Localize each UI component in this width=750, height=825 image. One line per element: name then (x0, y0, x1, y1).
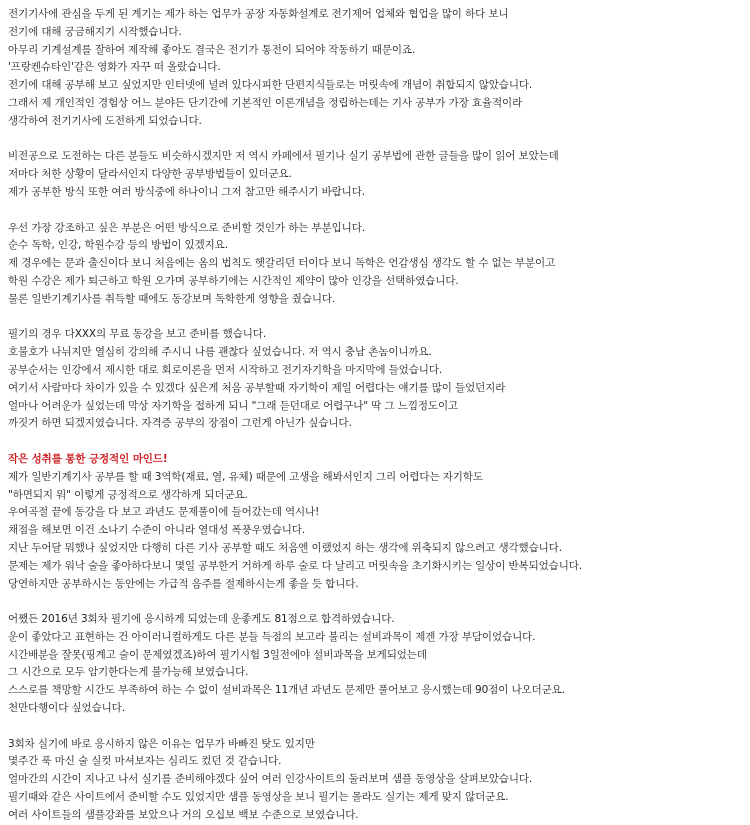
paragraph (8, 736, 744, 825)
text-line: 얼마간의 시간이 지나고 나서 실기를 준비해야겠다 싶어 여러 인강사이트의 둘러보며 샘플 동영상을 살펴보았습니다. (8, 773, 533, 786)
text-line: "하면되지 뭐" 이렇게 긍정적으로 생각하게 되더군요. (8, 488, 248, 501)
text-line: 제 경우에는 문과 출신이다 보니 처음에는 옴의 법칙도 헷갈리던 터이다 보니 독학은 언감생심 생각도 할 수 없는 부분이고 (8, 257, 556, 270)
text-line: 여기서 사람마다 차이가 있을 수 있겠다 싶은게 처음 공부할때 자기학이 제일 어렵다는 얘기를 많이 들었던지라 (8, 381, 506, 394)
text-line: 천만다행이다 싶었습니다. (8, 702, 125, 715)
text-line: 학원 수강은 제가 퇴근하고 학원 오가며 공부하기에는 시간적인 제약이 많아 인강을 선택하였습니다. (8, 274, 459, 287)
text-line: 저마다 처한 상황이 달라서인지 다양한 공부방법들이 있더군요. (8, 168, 292, 181)
paragraph (8, 326, 744, 433)
text-line: 공부순서는 인강에서 제시한 대로 회로이론을 먼저 시작하고 전기자기학을 마지막에 들었습니다. (8, 363, 443, 376)
paragraph-gap (8, 593, 744, 611)
text-line: 얼마나 어려운가 싶었는데 막상 자기학을 접하게 되니 "그래 듣던대로 어렵구나" 딱 그 느낌정도이고 (8, 399, 459, 412)
paragraph (8, 148, 744, 201)
text-line: 그래서 제 개인적인 경험상 어느 분야든 단기간에 기본적인 이론개념을 정립하는데는 기사 공부가 가장 효율적이라 (8, 96, 523, 109)
text-line: 채점을 해보면 이건 소나기 수준이 아니라 열대성 폭풍우였습니다. (8, 524, 306, 537)
text-line: 비전공으로 도전하는 다른 분들도 비슷하시겠지만 저 역시 카페에서 필기나 실기 공부법에 관한 글들을 많이 읽어 보았는데 (8, 150, 559, 163)
text-line: 호불호가 나뉘지만 열심히 강의해 주시니 나름 괜찮다 싶었습니다. 저 역시 충남 촌놈이니까요. (8, 346, 432, 359)
paragraph-gap (8, 433, 744, 451)
text-line: 제가 일반기계기사 공부를 할 때 3역학(재료, 열, 유체) 때문에 고생을 해봐서인지 그리 어렵다는 자기학도 (8, 470, 483, 483)
text-line: 전기에 대해 공부해 보고 싶었지만 인터넷에 널려 있다시피한 단편지식들로는 머릿속에 개념이 취합되지 않았습니다. (8, 79, 533, 92)
text-line: 몇주간 푹 마신 술 실컷 마셔보자는 심리도 컸던 것 같습니다. (8, 755, 282, 768)
paragraph-gap (8, 718, 744, 736)
text-line: 어쨌든 2016년 3회차 필기에 응시하게 되었는데 운좋게도 81점으로 합격하였습니다. (8, 613, 395, 626)
paragraph (8, 451, 744, 593)
text-line: 까짓거 하면 되겠지였습니다. 자격증 공부의 장점이 그런게 아닌가 싶습니다. (8, 417, 352, 430)
text-line: 아무리 기계설계를 잘하여 제작해 좋아도 결국은 전기가 통전이 되어야 작동하기 때문이죠. (8, 43, 416, 56)
text-line: 문제는 제가 워낙 술을 좋아하다보니 몇일 공부한거 거하게 하루 술로 다 날리고 머릿속을 초기화시키는 일상이 반복되었습니다. (8, 559, 583, 572)
text-line: 전기기사에 관심을 두게 된 계기는 제가 하는 업무가 공장 자동화설계로 전기제어 업체와 협업을 많이 하다 보니 (8, 8, 509, 20)
text-line: 당연하지만 공부하시는 동안에는 가급적 음주를 절제하시는게 좋을 듯 합니다. (8, 577, 359, 590)
text-line: 우선 가장 강조하고 싶은 부분은 어떤 방식으로 준비할 것인가 하는 부분입니다. (8, 221, 365, 234)
text-line: 지난 두어달 뭐했나 싶었지만 다행히 다른 기사 공부할 때도 처음엔 이랬었지 하는 생각에 위축되지 않으려고 생각했습니다. (8, 541, 562, 554)
text-line: 3회차 실기에 바로 응시하지 않은 이유는 업무가 바빠진 탓도 있지만 (8, 737, 315, 750)
paragraph (8, 6, 744, 131)
text-line: 필기때와 같은 사이트에서 준비할 수도 있었지만 샘플 동영상을 보니 필기는 몰라도 실기는 제게 맞지 않더군요. (8, 791, 509, 804)
text-line: 제가 공부한 방식 또한 여러 방식중에 하나이니 그저 참고만 해주시기 바랍니다. (8, 185, 365, 198)
text-line: 전기에 대해 궁금해지기 시작했습니다. (8, 25, 182, 38)
text-line: 그 시간으로 모두 암기한다는게 불가능해 보였습니다. (8, 666, 249, 679)
section-heading: 작은 성취를 통한 긍정적인 마인드! (8, 452, 168, 465)
text-line: 물론 일반기계기사를 취득할 때에도 동강보며 독학한게 영향을 줬습니다. (8, 292, 336, 305)
text-line: 시간배분을 잘못(핑계고 술이 문제였겠죠)하여 필기시험 3일전에야 설비과목을 보게되었는데 (8, 648, 427, 661)
paragraph-gap (8, 309, 744, 327)
paragraph (8, 611, 744, 718)
paragraph (8, 220, 744, 309)
text-line: '프랑켄슈타인'같은 영화가 자꾸 떠 올랐습니다. (8, 61, 221, 74)
text-line: 우여곡절 끝에 동강을 다 보고 과년도 문제풀이에 들어갔는데 역시나! (8, 506, 320, 519)
text-line: 순수 독학, 인강, 학원수강 등의 방법이 있겠지요. (8, 239, 228, 252)
text-line: 여러 사이트들의 샘플강좌를 보았으나 거의 오십보 백보 수준으로 보였습니다. (8, 808, 359, 821)
text-line: 스스로를 책망할 시간도 부족하여 하는 수 없이 설비과목은 11개년 과년도 문제만 풀어보고 응시했는데 90점이 나오더군요. (8, 684, 565, 697)
text-line: 운이 좋았다고 표현하는 건 아이러니컬하게도 다른 분들 득점의 보고라 불리는 설비과목이 제겐 가장 부담이었습니다. (8, 630, 536, 643)
article-body (8, 6, 744, 825)
paragraph-gap (8, 202, 744, 220)
text-line: 필기의 경우 다XXX의 무료 동강을 보고 준비를 했습니다. (8, 328, 267, 341)
paragraph-gap (8, 131, 744, 149)
text-line: 생각하여 전기기사에 도전하게 되었습니다. (8, 114, 202, 127)
